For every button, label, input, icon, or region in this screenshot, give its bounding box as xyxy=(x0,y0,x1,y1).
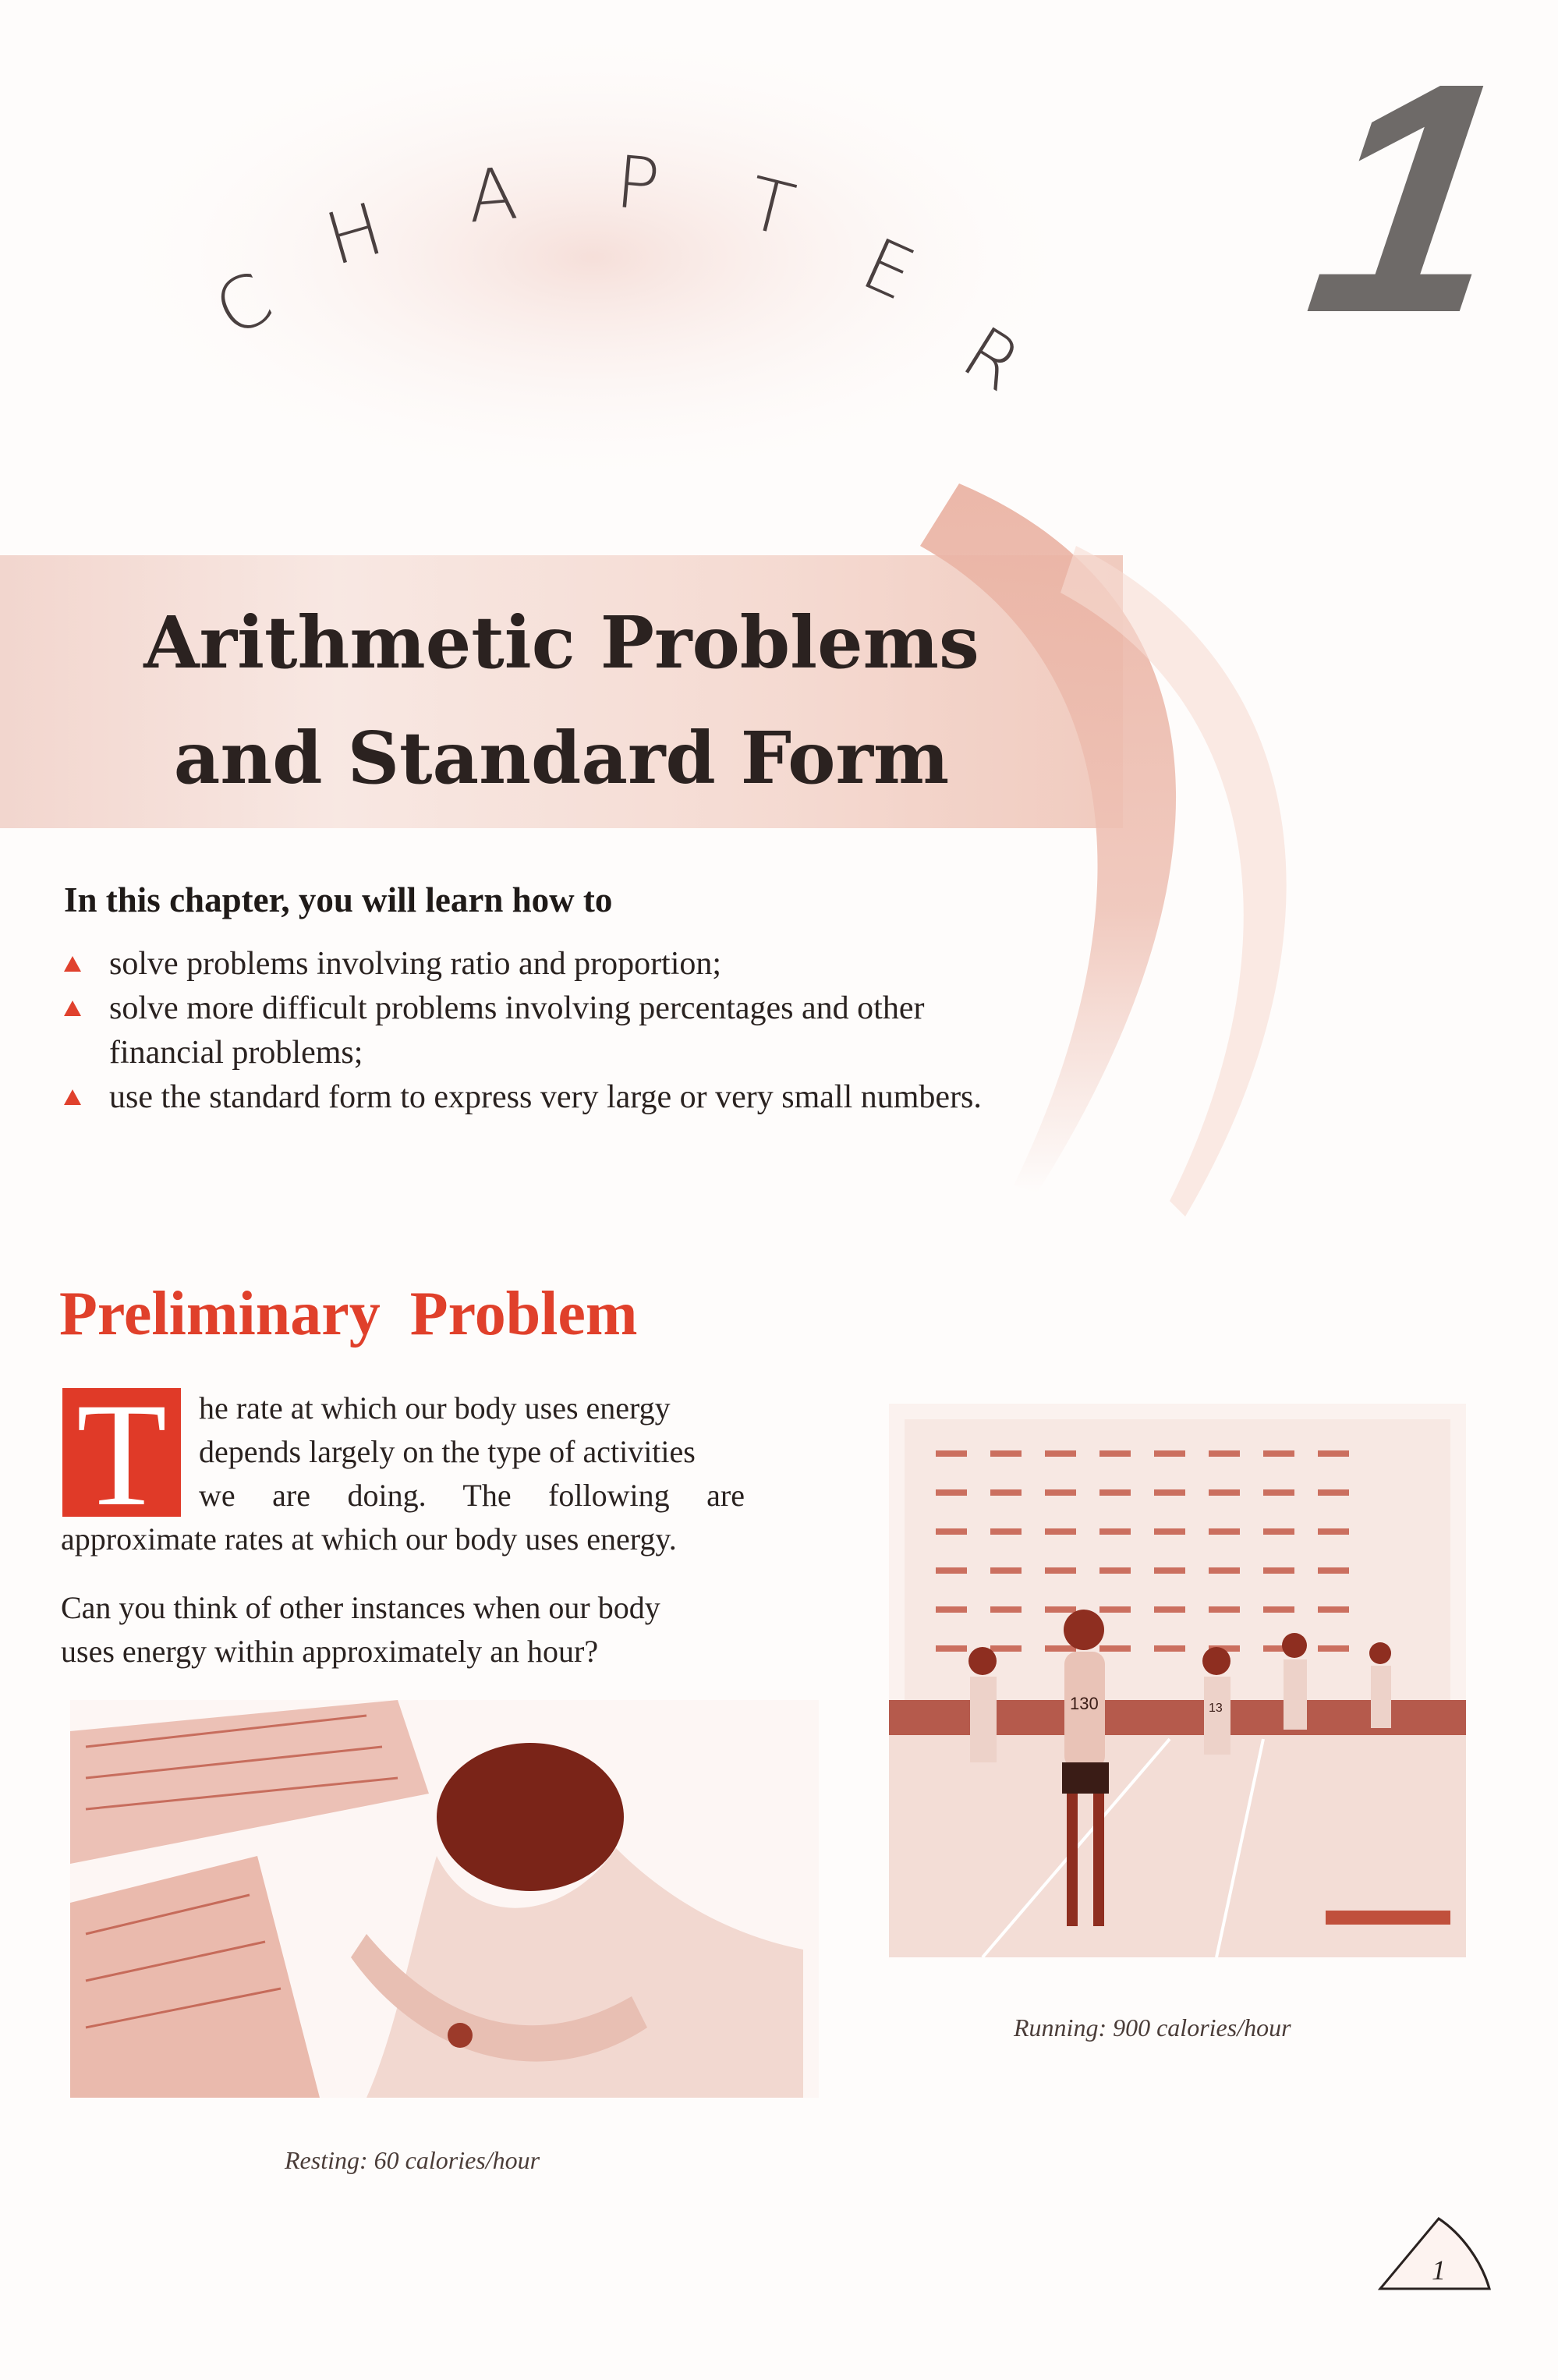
chapter-letter-r: R xyxy=(948,310,1036,408)
chapter-letter-p: P xyxy=(612,140,664,228)
paragraph-line: he rate at which our body uses energy xyxy=(199,1390,671,1426)
chapter-letter-h: H xyxy=(317,186,392,282)
paragraph-line: depends largely on the type of activities xyxy=(199,1434,696,1469)
drop-cap xyxy=(62,1372,181,1537)
page-number: 1 xyxy=(1432,2254,1446,2286)
objective-text: solve problems involving ratio and proportion; xyxy=(109,946,722,982)
objective-item xyxy=(61,942,1012,986)
paragraph-line: approximate rates at which our body uses energy. xyxy=(61,1521,677,1557)
triangle-bullet-icon xyxy=(64,1001,81,1016)
objective-text: solve more difficult problems involving percentages and other financial problems; xyxy=(109,990,925,1071)
drop-cap-letter: T xyxy=(76,1372,168,1537)
objective-item xyxy=(61,986,1012,1075)
page-number-badge xyxy=(1376,2211,1493,2297)
objective-text: use the standard form to express very large or very small numbers. xyxy=(109,1079,982,1115)
objectives-list xyxy=(61,942,1012,1120)
chapter-letter-a: A xyxy=(464,151,521,239)
paragraph-line: we are doing. The following are xyxy=(199,1478,745,1513)
chapter-number: 1 xyxy=(1292,16,1526,381)
running-photo xyxy=(889,1404,1466,1957)
resting-photo-illustration xyxy=(70,1700,819,2098)
paragraph-line: Can you think of other instances when our body xyxy=(61,1590,660,1625)
triangle-bullet-icon xyxy=(64,956,81,972)
running-photo-illustration xyxy=(889,1404,1466,1957)
chapter-letter-e: E xyxy=(850,221,926,317)
chapter-letter-t: T xyxy=(739,161,802,253)
running-caption: Running: 900 calories/hour xyxy=(1014,2013,1291,2042)
chapter-title-line-2: and Standard Form xyxy=(173,716,950,800)
resting-photo xyxy=(70,1700,819,2098)
preliminary-problem-heading: Preliminary Problem xyxy=(59,1280,638,1348)
chapter-title-line-1: Arithmetic Problems xyxy=(143,600,979,685)
resting-caption: Resting: 60 calories/hour xyxy=(285,2146,540,2174)
runner-bib-number: 13 xyxy=(1209,1702,1223,1715)
paragraph-line: uses energy within approximately an hour? xyxy=(61,1634,599,1669)
chapter-title xyxy=(133,585,990,816)
runner-bib-number: 130 xyxy=(1070,1694,1099,1713)
objectives-heading: In this chapter, you will learn how to xyxy=(64,880,613,919)
triangle-bullet-icon xyxy=(64,1089,81,1105)
chapter-letter-c: C xyxy=(201,256,285,353)
objective-item xyxy=(61,1075,1012,1120)
